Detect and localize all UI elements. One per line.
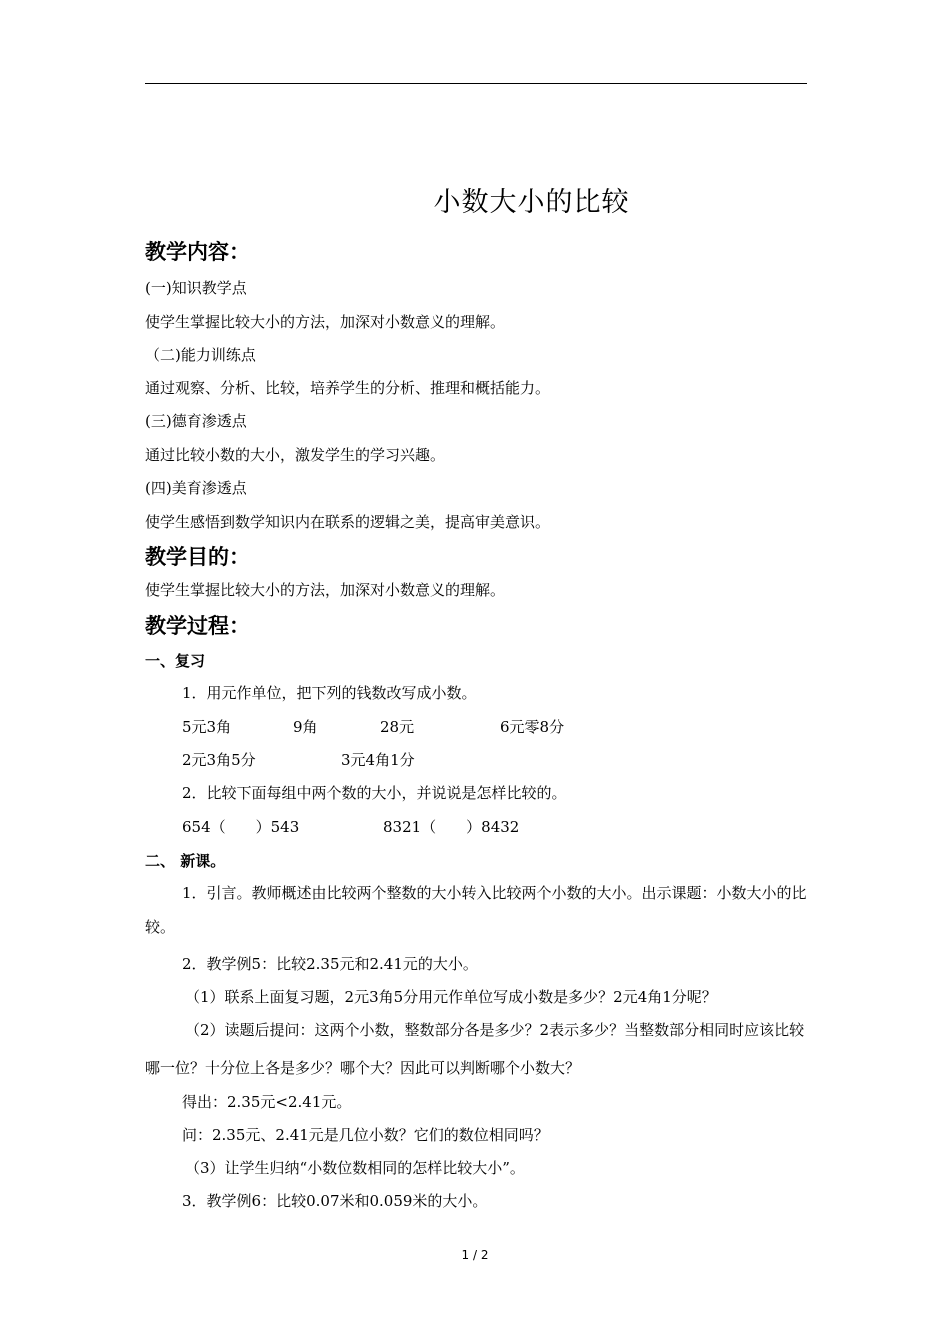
- content-item-text-1: 使学生掌握比较大小的方法，加深对小数意义的理解。: [145, 313, 506, 331]
- content-item-text-4: 使学生感悟到数学知识内在联系的逻辑之美，提高审美意识。: [145, 513, 551, 531]
- new-lesson-title: 二、 新课。: [145, 852, 226, 870]
- review-title: 一、复习: [145, 652, 206, 670]
- content-item-text-2: 通过观察、分析、比较，培养学生的分析、推理和概括能力。: [145, 379, 551, 397]
- money-item-6: 3元4角1分: [341, 751, 415, 769]
- new-lesson-para-6: 问：2.35元、2.41元是几位小数？它们的数位相同吗？: [182, 1126, 549, 1144]
- content-item-label-2: （二)能力训练点: [145, 346, 256, 364]
- content-item-label-1: (一)知识教学点: [145, 279, 247, 297]
- money-item-4: 6元零8分: [500, 718, 565, 736]
- document-title: 小数大小的比较: [433, 187, 630, 218]
- new-lesson-para-8: 3．教学例6：比较0.07米和0.059米的大小。: [182, 1192, 488, 1210]
- header-rule: [145, 83, 807, 84]
- money-item-5: 2元3角5分: [182, 751, 256, 769]
- new-lesson-para-5: 得出：2.35元<2.41元。: [182, 1093, 352, 1111]
- content-item-label-4: (四)美育渗透点: [145, 479, 247, 497]
- content-item-text-3: 通过比较小数的大小，激发学生的学习兴趣。: [145, 446, 446, 464]
- money-item-2: 9角: [293, 718, 318, 736]
- new-lesson-para-4: （2）读题后提问：这两个小数，整数部分各是多少？2表示多少？当整数部分相同时应该比较哪一位？十分位上各是多少？哪个大？因此可以判断哪个小数大？: [145, 1021, 805, 1077]
- new-lesson-para-1: 1．引言。教师概述由比较两个整数的大小转入比较两个小数的大小。出示课题：小数大小的比较。: [145, 884, 807, 936]
- review-question-1: 1．用元作单位，把下列的钱数改写成小数。: [182, 684, 477, 702]
- money-item-3: 28元: [380, 718, 415, 736]
- goal-text: 使学生掌握比较大小的方法，加深对小数意义的理解。: [145, 581, 506, 599]
- page-number: 1 / 2: [461, 1248, 489, 1262]
- money-item-1: 5元3角: [182, 718, 232, 736]
- new-lesson-para-2: 2．教学例5：比较2.35元和2.41元的大小。: [182, 955, 478, 973]
- review-question-2: 2．比较下面每组中两个数的大小，并说说是怎样比较的。: [182, 784, 567, 802]
- compare-item-2: 8321（ ）8432: [383, 818, 520, 836]
- new-lesson-para-7: （3）让学生归纳“小数位数相同的怎样比较大小”。: [185, 1159, 525, 1177]
- goal-heading: 教学目的：: [145, 545, 250, 569]
- new-lesson-para-3: （1）联系上面复习题，2元3角5分用元作单位写成小数是多少？2元4角1分呢？: [185, 988, 717, 1006]
- process-heading: 教学过程：: [145, 614, 250, 638]
- content-item-label-3: (三)德育渗透点: [145, 412, 247, 430]
- content-heading: 教学内容：: [145, 240, 250, 264]
- compare-item-1: 654（ ）543: [182, 818, 300, 836]
